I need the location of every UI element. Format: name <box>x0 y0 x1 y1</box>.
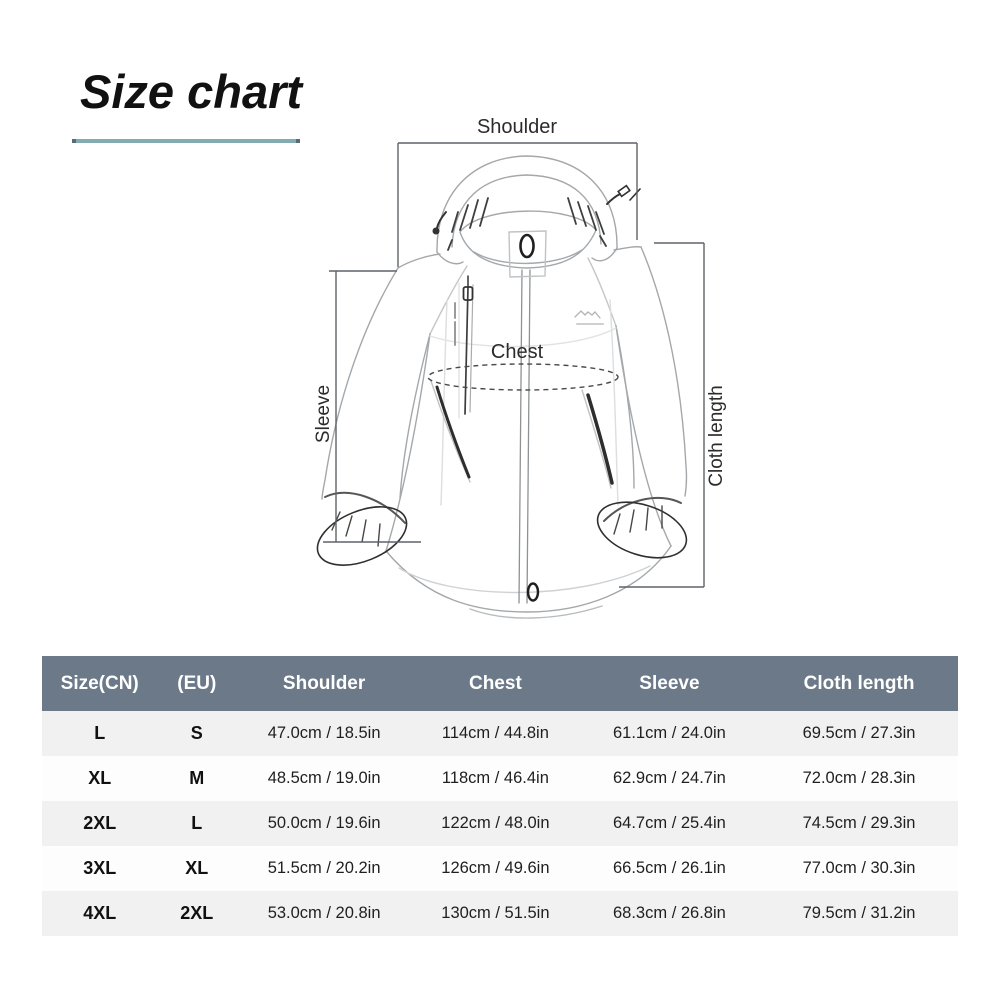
chest-cell: 130cm / 51.5in <box>412 891 579 936</box>
sleeve-cell: 62.9cm / 24.7in <box>579 756 760 801</box>
sleeve-cell: 66.5cm / 26.1in <box>579 846 760 891</box>
sleeve-measure-line <box>323 271 421 542</box>
cloth-length-cell: 77.0cm / 30.3in <box>760 846 958 891</box>
shoulder-cell: 48.5cm / 19.0in <box>236 756 412 801</box>
chest-cell: 118cm / 46.4in <box>412 756 579 801</box>
shoulder-cell: 53.0cm / 20.8in <box>236 891 412 936</box>
chest-label: Chest <box>490 341 544 363</box>
shoulder-label: Shoulder <box>476 116 558 138</box>
size-cn-cell: 2XL <box>42 801 157 846</box>
sleeve-label: Sleeve <box>313 384 334 444</box>
size-eu-cell: 2XL <box>157 891 236 936</box>
shoulder-measure-line <box>398 143 637 267</box>
size-eu-cell: XL <box>157 846 236 891</box>
cloth-length-label: Cloth length <box>706 385 727 487</box>
right-cuff <box>591 492 694 568</box>
shoulder-cell: 51.5cm / 20.2in <box>236 846 412 891</box>
chest-cell: 126cm / 49.6in <box>412 846 579 891</box>
chest-cell: 114cm / 44.8in <box>412 711 579 756</box>
sleeve-cell: 68.3cm / 26.8in <box>579 891 760 936</box>
size-cn-cell: 4XL <box>42 891 157 936</box>
table-row <box>42 846 958 891</box>
size-cn-cell: 3XL <box>42 846 157 891</box>
table-row <box>42 711 958 756</box>
cloth-length-cell: 72.0cm / 28.3in <box>760 756 958 801</box>
table-row <box>42 801 958 846</box>
hood-lining-hatch <box>448 198 606 250</box>
chest-measure-ellipse <box>428 364 618 390</box>
size-table <box>42 656 958 936</box>
brand-logo <box>575 311 603 324</box>
column-header-shoulder: Shoulder <box>236 656 412 711</box>
cloth-length-cell: 69.5cm / 27.3in <box>760 711 958 756</box>
sleeve-cell: 64.7cm / 25.4in <box>579 801 760 846</box>
collar-zipper-pull <box>521 235 534 257</box>
size-cn-cell: XL <box>42 756 157 801</box>
table-header-row <box>42 656 958 711</box>
size-eu-cell: M <box>157 756 236 801</box>
size-eu-cell: S <box>157 711 236 756</box>
right-pocket-slit <box>588 395 612 483</box>
column-header-size-cn: Size(CN) <box>42 656 157 711</box>
table-row <box>42 891 958 936</box>
table-row <box>42 756 958 801</box>
column-header-cloth-length: Cloth length <box>760 656 958 711</box>
cloth-length-cell: 74.5cm / 29.3in <box>760 801 958 846</box>
sleeve-cell: 61.1cm / 24.0in <box>579 711 760 756</box>
size-eu-cell: L <box>157 801 236 846</box>
shoulder-cell: 50.0cm / 19.6in <box>236 801 412 846</box>
chest-cell: 122cm / 48.0in <box>412 801 579 846</box>
column-header-chest: Chest <box>412 656 579 711</box>
page-title: Size chart <box>80 65 303 118</box>
chest-zip-pocket <box>455 276 473 418</box>
size-cn-cell: L <box>42 711 157 756</box>
hood-drawstrings <box>434 186 641 234</box>
column-header-eu: (EU) <box>157 656 236 711</box>
jacket-drawing <box>309 156 693 618</box>
shoulder-cell: 47.0cm / 18.5in <box>236 711 412 756</box>
column-header-sleeve: Sleeve <box>579 656 760 711</box>
cloth-length-cell: 79.5cm / 31.2in <box>760 891 958 936</box>
